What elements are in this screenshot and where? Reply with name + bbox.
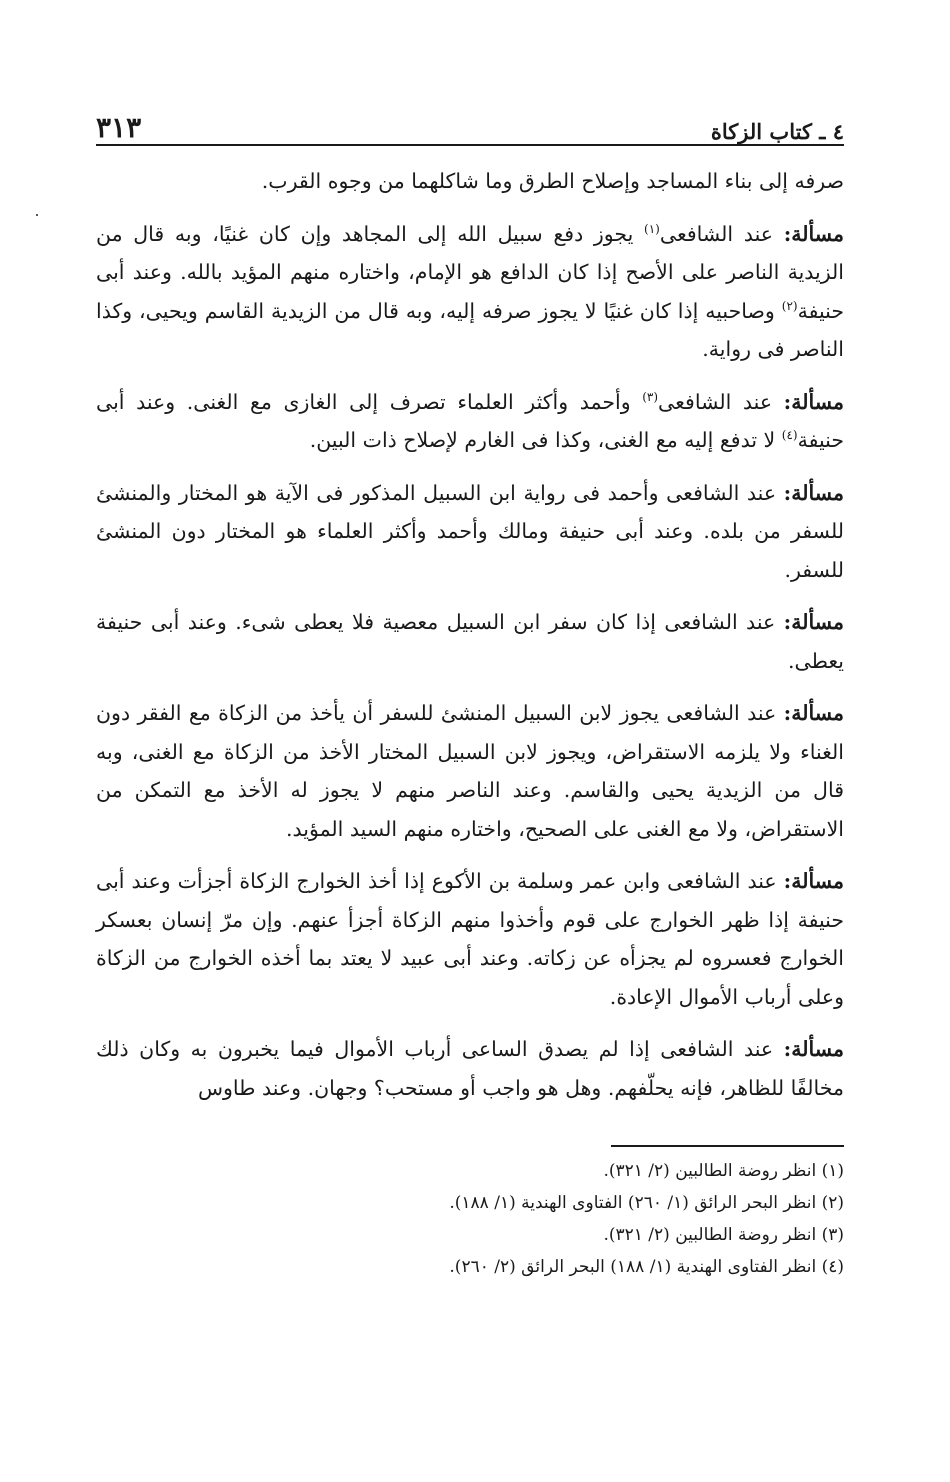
- footnote-4: (٤) انظر الفتاوى الهندية (١/ ١٨٨) البحر الرائق (٢/ ٢٦٠).: [449, 1257, 844, 1277]
- issue-text: وصاحبيه إذا كان غنيًا لا يجوز صرفه إليه، وبه قال من الزيدية القاسم ويحيى، وكذا الناصر فى رواية.: [96, 298, 844, 361]
- footnote-ref: (١): [644, 221, 660, 236]
- book-page: [96, 100, 844, 1283]
- issue-paragraph-6: [96, 862, 844, 1016]
- footnote-ref: (٣): [642, 389, 659, 404]
- issue-paragraph-5: [96, 694, 844, 848]
- issue-label: مسألة:: [783, 389, 844, 414]
- issue-paragraph-7: [96, 1030, 844, 1107]
- issue-label: مسألة:: [783, 480, 844, 505]
- issue-label: مسألة:: [783, 221, 845, 246]
- issue-label: مسألة:: [783, 869, 844, 893]
- footnote-ref: (٤): [781, 428, 798, 443]
- issue-text: عند الشافعى وأحمد فى رواية ابن السبيل المذكور فى الآية هو المختار والمنشئ للسفر من بلده. وعند أبى حنيفة ومالك وأحمد وأكثر العلماء هو المختار دون المنشئ للسفر.: [96, 480, 844, 582]
- footnote-ref: (٢): [781, 298, 798, 313]
- issue-text: يجوز دفع سبيل الله إلى المجاهد وإن كان غنيًا، وبه قال من الزيدية الناصر على الأصح إذا كان الدافع هو الإمام، واختاره منهم المؤيد بالله. وعند أبى حنيفة: [96, 221, 844, 323]
- issue-text: عند الشافعى: [658, 389, 784, 414]
- issue-paragraph-4: [96, 603, 844, 680]
- footnote-divider: [611, 1145, 844, 1147]
- issue-text: وأحمد وأكثر العلماء تصرف إلى الغازى مع الغنى. وعند أبى حنيفة: [96, 389, 844, 452]
- issue-text: عند الشافعى: [659, 221, 784, 246]
- issue-label: مسألة:: [783, 1037, 844, 1061]
- issue-text: لا تدفع إليه مع الغنى، وكذا فى الغارم لإصلاح ذات البين.: [309, 428, 782, 452]
- running-header: [96, 100, 844, 146]
- intro-paragraph: صرفه إلى بناء المساجد وإصلاح الطرق وما شاكلهما من وجوه القرب.: [261, 169, 844, 193]
- issue-label: مسألة:: [783, 610, 844, 634]
- issue-text: عند الشافعى وابن عمر وسلمة بن الأكوع إذا أخذ الخوارج الزكاة أجزأت وعند أبى حنيفة إذا ظهر الخوارج على قوم وأخذوا منهم الزكاة أجزأ عنهم. وإن مرّ إنسان بعسكر الخوارج فعسروه لم يجزأه عن زكاته. وعند أبى عبيد لا يعتد بما أخذه الخوارج من الزكاة وعلى أرباب الأموال الإعادة.: [96, 869, 844, 1009]
- footnote-2: (٢) انظر البحر الرائق (١/ ٢٦٠) الفتاوى الهندية (١/ ١٨٨).: [449, 1193, 844, 1213]
- chapter-title: ٤ ـ كتاب الزكاة: [710, 119, 844, 144]
- issue-paragraph-2: [96, 383, 844, 460]
- scan-speck: [36, 214, 38, 216]
- issue-text: عند الشافعى يجوز لابن السبيل المنشئ للسفر أن يأخذ من الزكاة مع الفقر دون الغناء ولا يلزمه الاستقراض، ويجوز لابن السبيل المختار الأخذ من الزكاة مع الغنى، وبه قال من الزيدية يحيى والقاسم. وعند الناصر منهم لا يجوز له الأخذ مع التمكن من الاستقراض، ولا مع الغنى على الصحيح، واختاره منهم السيد المؤيد.: [96, 701, 844, 841]
- issue-text: عند الشافعى إذا لم يصدق الساعى أرباب الأموال فيما يخبرون به وكان ذلك مخالفًا للظاهر، فإنه يحلّفهم. وهل هو واجب أو مستحب؟ وجهان. وعند طاوس: [96, 1037, 844, 1100]
- issue-label: مسألة:: [783, 701, 844, 725]
- page-number: ٣١٣: [96, 111, 142, 144]
- footnotes: [96, 1155, 844, 1283]
- footnote-1: (١) انظر روضة الطالبين (٢/ ٣٢١).: [603, 1161, 844, 1181]
- issue-text: عند الشافعى إذا كان سفر ابن السبيل معصية فلا يعطى شىء. وعند أبى حنيفة يعطى.: [96, 610, 844, 673]
- issue-paragraph-1: [96, 215, 844, 369]
- issue-paragraph-3: [96, 474, 844, 590]
- footnote-3: (٣) انظر روضة الطالبين (٢/ ٣٢١).: [603, 1225, 844, 1245]
